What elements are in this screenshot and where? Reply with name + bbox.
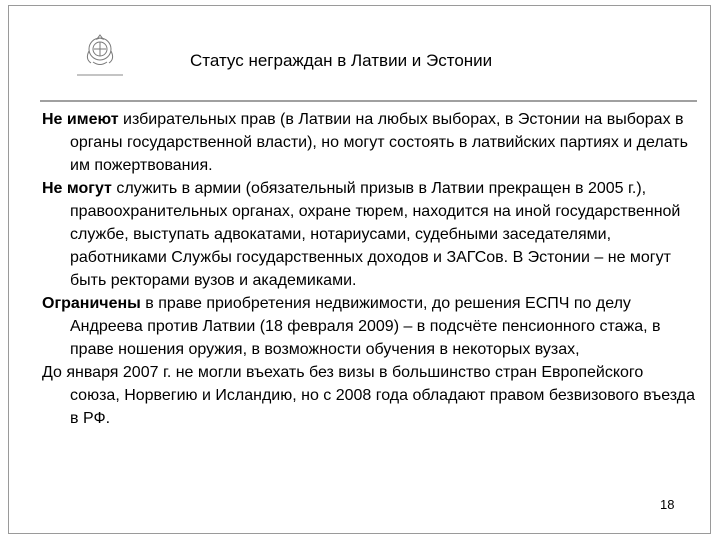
paragraph-text: До января 2007 г. не могли въехать без визы в большинство стран Европейского союза, Норвегию и Исландию, но с 2008 года обладают правом безвизового въезда в РФ.: [42, 364, 695, 427]
paragraph-text: в праве приобретения недвижимости, до решения ЕСПЧ по делу Андреева против Латвии (18 февраля 2009) – в подсчёте пенсионного стажа, в праве ношения оружия, в возможности обучения в некоторых вузах,: [70, 295, 661, 358]
paragraph-text: избирательных прав (в Латвии на любых выборах, в Эстонии на выборах в органы государственной власти), но могут состоять в латвийских партиях и делать им пожертвования.: [70, 111, 688, 174]
slide-title: Статус неграждан в Латвии и Эстонии: [190, 51, 493, 70]
slide-body: [42, 108, 697, 430]
coat-of-arms-emblem-icon: [75, 29, 125, 81]
paragraph-lead: Не имеют: [42, 111, 119, 128]
paragraph-cannot-serve: [42, 177, 697, 292]
title-divider: [40, 100, 697, 102]
paragraph-lead: Ограничены: [42, 295, 141, 312]
paragraph-visa: [42, 361, 697, 430]
page-number: 18: [660, 497, 675, 512]
paragraph-no-voting-rights: [42, 108, 697, 177]
paragraph-text: служить в армии (обязательный призыв в Латвии прекращен в 2005 г.), правоохранительных органах, охране тюрем, находится на иной государственной службе, выступать адвокатами, нотариусами, судебными заседателями, работниками Службы государственных доходов и ЗАГСов. В Эстонии – не могут быть ректорами вузов и академиками.: [70, 180, 681, 289]
paragraph-lead: Не могут: [42, 180, 112, 197]
paragraph-restricted: [42, 292, 697, 361]
